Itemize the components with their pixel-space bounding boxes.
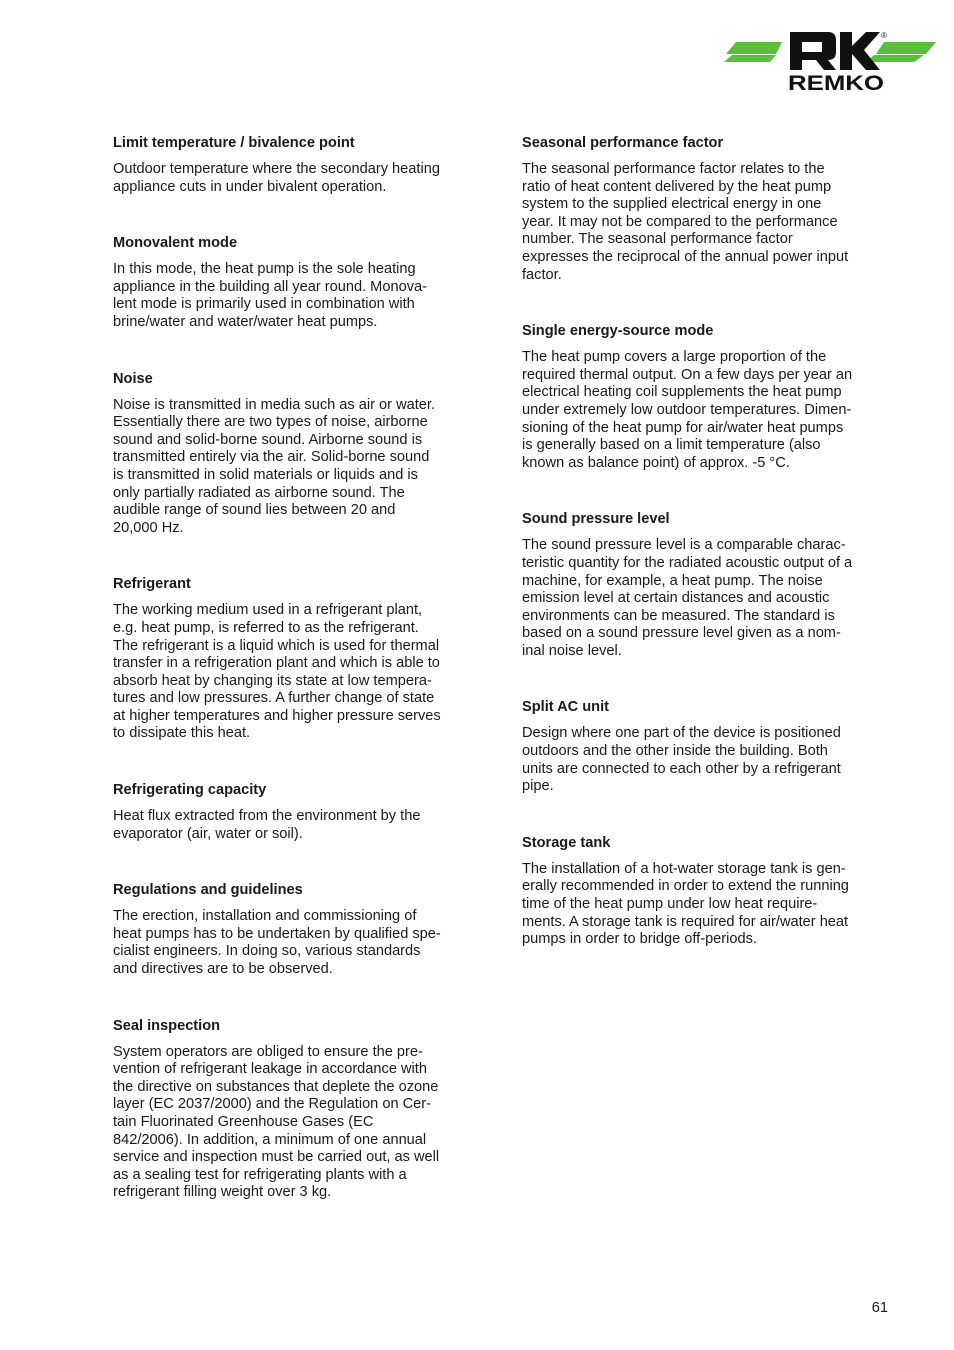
entry-title: Regulations and guidelines — [113, 882, 303, 899]
entry-gap — [113, 196, 478, 234]
entry-title: Storage tank — [522, 834, 611, 851]
entry-title: Refrigerating capacity — [113, 782, 267, 799]
entry-title: Limit temperature / bivalence point — [113, 135, 355, 151]
entry-gap — [522, 660, 890, 698]
glossary-entry — [113, 881, 478, 978]
right-column — [522, 134, 890, 949]
glossary-entry — [113, 134, 478, 196]
entry-gap — [113, 843, 478, 881]
glossary-entry — [113, 575, 478, 743]
entry-gap — [113, 537, 478, 575]
entry-title: Noise — [113, 370, 153, 387]
glossary-entry — [522, 510, 890, 660]
entry-body: The heat pump covers a large proportion of the required thermal output. On a few days per year an electrical heating coil supplements the heat pump under extremely low outdoor temperatures. Dimen- sioning of the heat pump for air/water heat pumps is generally based on a limit temperature (also known as balance point) of approx. -5 °C. — [522, 349, 853, 471]
entry-body: The seasonal performance factor relates to the ratio of heat content delivered by the heat pump system to the supplied electrical energy in one year. It may not be compared to the performance number. The seasonal performance factor expresses the reciprocal of the annual power input factor. — [522, 161, 849, 283]
glossary-entry — [522, 698, 890, 795]
entry-gap — [522, 472, 890, 510]
glossary-entry — [522, 834, 890, 949]
logo-green-stripe-right — [876, 42, 936, 54]
glossary-entry — [113, 234, 478, 331]
entry-body: The installation of a hot-water storage tank is gen- erally recommended in order to extend the running time of the heat pump under low heat require- ments. A storage tank is required for air/water heat pumps in order to bridge off-periods. — [522, 860, 849, 948]
glossary-entry — [522, 322, 890, 472]
entry-body: The sound pressure level is a comparable charac- teristic quantity for the radiated acoustic output of a machine, for example, a heat pump. The noise emission level at certain distances and acoustic environments can be measured. The standard is based on a sound pressure level given as a nom- inal noise level. — [522, 537, 853, 659]
entry-body: Outdoor temperature where the secondary heating appliance cuts in under bivalent operation. — [113, 161, 440, 195]
entry-title: Single energy-source mode — [522, 323, 714, 340]
logo-wordmark: REMKO — [788, 72, 884, 94]
glossary-entry — [113, 1017, 478, 1202]
entry-body: System operators are obliged to ensure the pre- vention of refrigerant leakage in accordance with the directive on substances that deplete the ozone layer (EC 2037/2000) and the Regulation on Cer- tain Fluorinated Greenhouse Gases (EC 842/2006). In addition, a minimum of one annual service and inspection must be carried out, as well as a sealing test for refrigerating plants with a refrigerant filling weight over 3 kg. — [113, 1043, 440, 1201]
entry-title: Refrigerant — [113, 576, 191, 593]
entry-title: Monovalent mode — [113, 235, 238, 252]
logo-green-stripe-left-2 — [724, 55, 776, 62]
entry-title: Seal inspection — [113, 1017, 221, 1034]
logo-green-stripe-right-2 — [866, 55, 924, 62]
entry-gap — [113, 332, 478, 370]
entry-title: Split AC unit — [522, 699, 610, 716]
glossary-entry — [522, 134, 890, 284]
entry-gap — [522, 284, 890, 322]
entry-body: Noise is transmitted in media such as air or water. Essentially there are two types of noise, airborne sound and solid-borne sound. Airborne sound is transmitted entirely via the air. Solid-borne sound is transmitted in solid materials or liquids and is only partially radiated as airborne sound. The audible range of sound lies between 20 and 20,000 Hz. — [113, 396, 436, 536]
remko-logo — [724, 28, 938, 94]
page-number: 61 — [871, 1300, 888, 1316]
logo-k-mark — [840, 32, 880, 70]
entry-gap — [113, 979, 478, 1017]
entry-body: Design where one part of the device is positioned outdoors and the other inside the building. Both units are connected to each other by a refrigerant pipe. — [522, 725, 841, 795]
logo-green-stripe-left — [726, 42, 782, 54]
entry-title: Sound pressure level — [522, 511, 670, 528]
entry-gap — [522, 796, 890, 834]
entry-body: Heat flux extracted from the environment by the evaporator (air, water or soil). — [113, 808, 421, 842]
entry-body: The working medium used in a refrigerant plant, e.g. heat pump, is referred to as the refrigerant. The refrigerant is a liquid which is used for thermal transfer in a refrigeration plant and which is able to absorb heat by changing its state at low tempera- tures and low pressures. A further change of state at higher temperatures and higher pressure serves to dissipate this heat. — [113, 602, 441, 742]
entry-body: The erection, installation and commissioning of heat pumps has to be undertaken by qualified spe- cialist engineers. In doing so, various standards and directives are to be observed. — [113, 908, 441, 978]
logo-r-mark — [790, 32, 836, 70]
glossary-entry — [113, 370, 478, 538]
glossary-entry — [113, 781, 478, 843]
left-column — [113, 134, 478, 1202]
entry-title: Seasonal performance factor — [522, 135, 724, 151]
entry-gap — [113, 743, 478, 781]
logo-registered-mark: ® — [881, 31, 887, 40]
entry-body: In this mode, the heat pump is the sole heating appliance in the building all year round. Monova- lent mode is primarily used in combination with brine/water and water/water heat pumps. — [113, 261, 427, 330]
